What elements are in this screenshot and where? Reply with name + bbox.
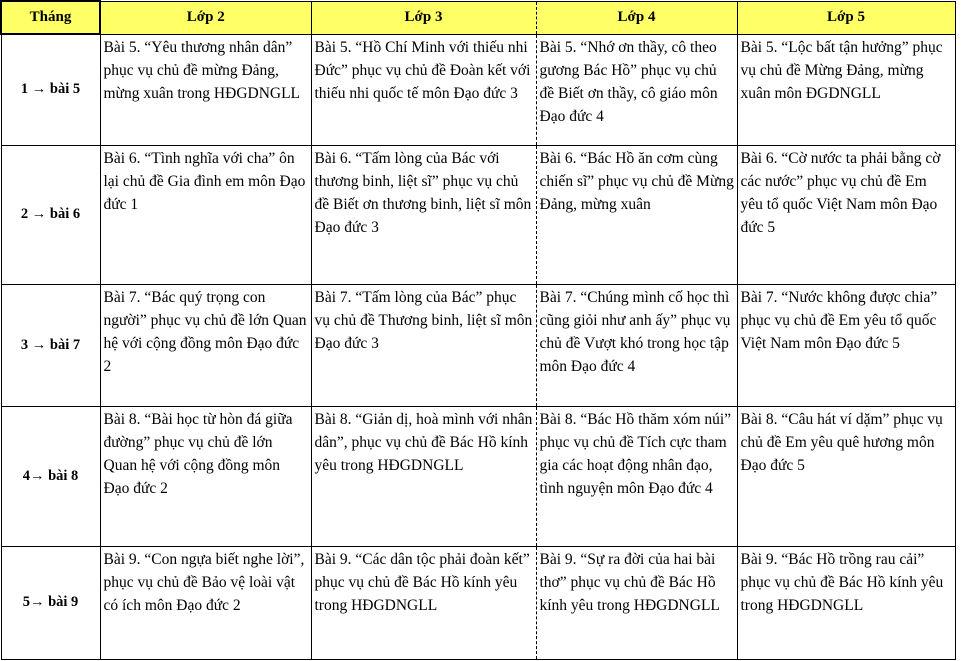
table-row bbox=[1, 546, 955, 659]
month-column-header[interactable]: Tháng bbox=[1, 1, 100, 34]
grade-3-cell[interactable]: Bài 7. “Tấm lòng của Bác” phục vụ chủ đề Thương binh, liệt sĩ môn Đạo đức 3 bbox=[311, 284, 536, 406]
grade-2-cell[interactable]: Bài 6. “Tình nghĩa với cha” ôn lại chủ đề Gia đình em môn Đạo đức 1 bbox=[100, 145, 311, 284]
table-row bbox=[1, 145, 955, 284]
month-cell[interactable]: 4→ bài 8 bbox=[1, 406, 100, 546]
grade-4-cell[interactable]: Bài 8. “Bác Hồ thăm xóm núi” phục vụ chủ đề Tích cực tham gia các hoạt động nhân đạo, tình nguyện môn Đạo đức 4 bbox=[536, 406, 737, 546]
month-cell[interactable]: 2 → bài 6 bbox=[1, 145, 100, 284]
grade-4-cell[interactable]: Bài 7. “Chúng mình cố học thì cũng giỏi như anh ấy” phục vụ chủ đề Vượt khó trong học tập môn Đạo đức 4 bbox=[536, 284, 737, 406]
table-row bbox=[1, 284, 955, 406]
grade-4-column-header[interactable]: Lớp 4 bbox=[536, 1, 737, 34]
header-row bbox=[1, 1, 955, 34]
grade-2-cell[interactable]: Bài 9. “Con ngựa biết nghe lời”, phục vụ chủ đề Bảo vệ loài vật có ích môn Đạo đức 2 bbox=[100, 546, 311, 659]
grade-5-cell[interactable]: Bài 7. “Nước không được chia” phục vụ chủ đề Em yêu tổ quốc Việt Nam môn Đạo đức 5 bbox=[737, 284, 955, 406]
month-cell[interactable]: 3 → bài 7 bbox=[1, 284, 100, 406]
table-row bbox=[1, 34, 955, 145]
grade-5-cell[interactable]: Bài 9. “Bác Hồ trồng rau cải” phục vụ chủ đề Bác Hồ kính yêu trong HĐGDNGLL bbox=[737, 546, 955, 659]
grade-2-cell[interactable]: Bài 8. “Bài học từ hòn đá giữa đường” phục vụ chủ đề lớn Quan hệ với cộng đồng môn Đạo đức 2 bbox=[100, 406, 311, 546]
grade-2-column-header[interactable]: Lớp 2 bbox=[100, 1, 311, 34]
grade-2-cell[interactable]: Bài 5. “Yêu thương nhân dân” phục vụ chủ đề mừng Đảng, mừng xuân trong HĐGDNGLL bbox=[100, 34, 311, 145]
grade-5-cell[interactable]: Bài 5. “Lộc bất tận hưởng” phục vụ chủ đề Mừng Đảng, mừng xuân môn ĐGDNGLL bbox=[737, 34, 955, 145]
month-cell[interactable]: 1 → bài 5 bbox=[1, 34, 100, 145]
grade-5-column-header[interactable]: Lớp 5 bbox=[737, 1, 955, 34]
grade-4-cell[interactable]: Bài 5. “Nhớ ơn thầy, cô theo gương Bác Hồ” phục vụ chủ đề Biết ơn thầy, cô giáo môn Đạo đức 4 bbox=[536, 34, 737, 145]
grade-3-cell[interactable]: Bài 5. “Hồ Chí Minh với thiếu nhi Đức” phục vụ chủ đề Đoàn kết với thiếu nhi quốc tế môn Đạo đức 3 bbox=[311, 34, 536, 145]
grade-3-cell[interactable]: Bài 8. “Giản dị, hoà mình với nhân dân”, phục vụ chủ đề Bác Hồ kính yêu trong HĐGDNGLL bbox=[311, 406, 536, 546]
grade-4-cell[interactable]: Bài 6. “Bác Hồ ăn cơm cùng chiến sĩ” phục vụ chủ đề Mừng Đảng, mừng xuân bbox=[536, 145, 737, 284]
grade-5-cell[interactable]: Bài 8. “Câu hát ví dặm” phục vụ chủ đề Em yêu quê hương môn Đạo đức 5 bbox=[737, 406, 955, 546]
grade-5-cell[interactable]: Bài 6. “Cờ nước ta phải bằng cờ các nước” phục vụ chủ đề Em yêu tổ quốc Việt Nam môn Đạo đức 5 bbox=[737, 145, 955, 284]
grade-3-column-header[interactable]: Lớp 3 bbox=[311, 1, 536, 34]
grade-3-cell[interactable]: Bài 6. “Tấm lòng của Bác với thương binh, liệt sĩ” phục vụ chủ đề Biết ơn thương binh, liệt sĩ môn Đạo đức 3 bbox=[311, 145, 536, 284]
month-cell[interactable]: 5→ bài 9 bbox=[1, 546, 100, 659]
grade-4-cell[interactable]: Bài 9. “Sự ra đời của hai bài thơ” phục vụ chủ đề Bác Hồ kính yêu trong HĐGDNGLL bbox=[536, 546, 737, 659]
grade-2-cell[interactable]: Bài 7. “Bác quý trọng con người” phục vụ chủ đề lớn Quan hệ với cộng đồng môn Đạo đức 2 bbox=[100, 284, 311, 406]
grade-3-cell[interactable]: Bài 9. “Các dân tộc phải đoàn kết” phục vụ chủ đề Bác Hồ kính yêu trong HĐGDNGLL bbox=[311, 546, 536, 659]
table-row bbox=[1, 406, 955, 546]
